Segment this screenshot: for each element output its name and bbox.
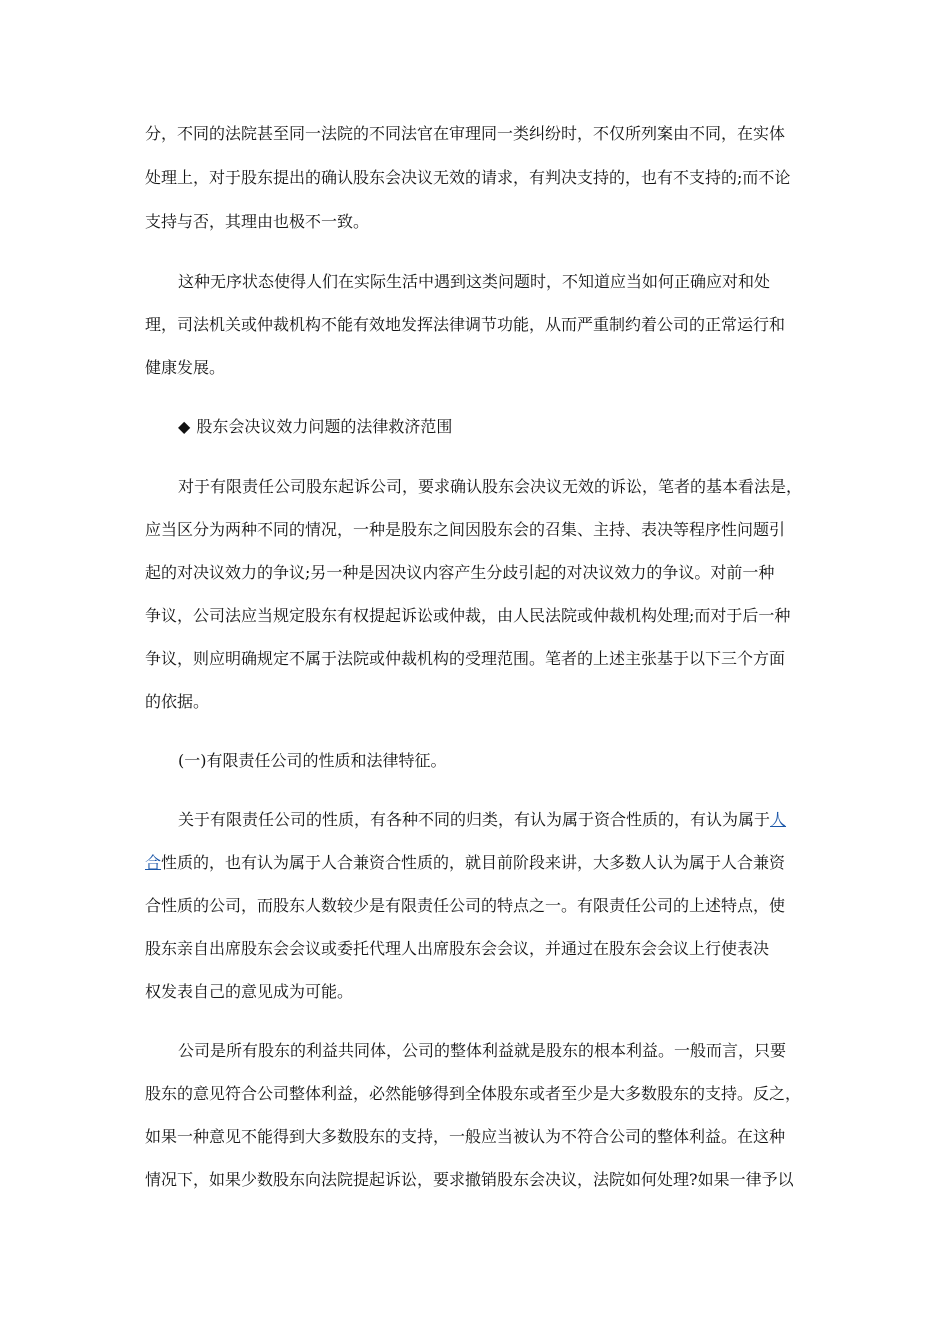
paragraph-4-line-3: 合性质的公司，而股东人数较少是有限责任公司的特点之一。有限责任公司的上述特点，使: [145, 896, 786, 915]
paragraph-4-line-1: [178, 810, 848, 830]
paragraph-3-line-5: 争议，则应明确规定不属于法院或仲裁机构的受理范围。笔者的上述主张基于以下三个方面: [145, 649, 786, 668]
paragraph-3-line-3: 起的对决议效力的争议;另一种是因决议内容产生分歧引起的对决议效力的争议。对前一种: [145, 563, 775, 582]
section-heading-text: 股东会决议效力问题的法律救济范围: [196, 417, 453, 436]
renhe-link-part-1[interactable]: 人: [770, 810, 787, 829]
paragraph-1-line-3: 支持与否，其理由也极不一致。: [145, 212, 370, 231]
paragraph-2-line-3: 健康发展。: [145, 358, 226, 377]
paragraph-5-line-1: 公司是所有股东的利益共同体，公司的整体利益就是股东的根本利益。一般而言，只要: [178, 1041, 787, 1060]
paragraph-4-line-1-text: 关于有限责任公司的性质，有各种不同的归类，有认为属于资合性质的，有认为属于: [178, 810, 771, 829]
subsection-heading: (一)有限责任公司的性质和法律特征。: [178, 751, 447, 770]
paragraph-4-line-2-text: 性质的，也有认为属于人合兼资合性质的，就目前阶段来讲，大多数人认为属于人合兼资: [161, 853, 786, 872]
diamond-bullet-icon: ◆: [178, 417, 191, 436]
paragraph-1-line-2: 处理上，对于股东提出的确认股东会决议无效的请求，有判决支持的，也有不支持的;而不论: [145, 168, 791, 187]
paragraph-4-line-4: 股东亲自出席股东会会议或委托代理人出席股东会会议，并通过在股东会会议上行使表决: [145, 939, 770, 958]
paragraph-3-line-2: 应当区分为两种不同的情况，一种是股东之间因股东会的召集、主持、表决等程序性问题引: [145, 520, 786, 539]
paragraph-3-line-1: 对于有限责任公司股东起诉公司，要求确认股东会决议无效的诉讼，笔者的基本看法是，: [178, 477, 803, 496]
paragraph-1-line-1: 分，不同的法院甚至同一法院的不同法官在审理同一类纠纷时，不仅所列案由不同，在实体: [145, 124, 786, 143]
paragraph-4-line-5: 权发表自己的意见成为可能。: [145, 982, 354, 1001]
renhe-link-part-2[interactable]: 合: [145, 853, 162, 872]
section-heading: [178, 417, 848, 437]
paragraph-3-line-6: 的依据。: [145, 692, 210, 711]
paragraph-4-line-2: [145, 853, 815, 873]
paragraph-3-line-4: 争议，公司法应当规定股东有权提起诉讼或仲裁，由人民法院或仲裁机构处理;而对于后一种: [145, 606, 791, 625]
paragraph-5-line-2: 股东的意见符合公司整体利益，必然能够得到全体股东或者至少是大多数股东的支持。反之，: [145, 1084, 802, 1103]
paragraph-5-line-4: 情况下，如果少数股东向法院提起诉讼，要求撤销股东会决议，法院如何处理?如果一律予以: [145, 1170, 794, 1189]
paragraph-2-line-2: 理，司法机关或仲裁机构不能有效地发挥法律调节功能，从而严重制约着公司的正常运行和: [145, 315, 786, 334]
paragraph-2-line-1: 这种无序状态使得人们在实际生活中遇到这类问题时，不知道应当如何正确应对和处: [178, 272, 771, 291]
paragraph-5-line-3: 如果一种意见不能得到大多数股东的支持，一般应当被认为不符合公司的整体利益。在这种: [145, 1127, 786, 1146]
